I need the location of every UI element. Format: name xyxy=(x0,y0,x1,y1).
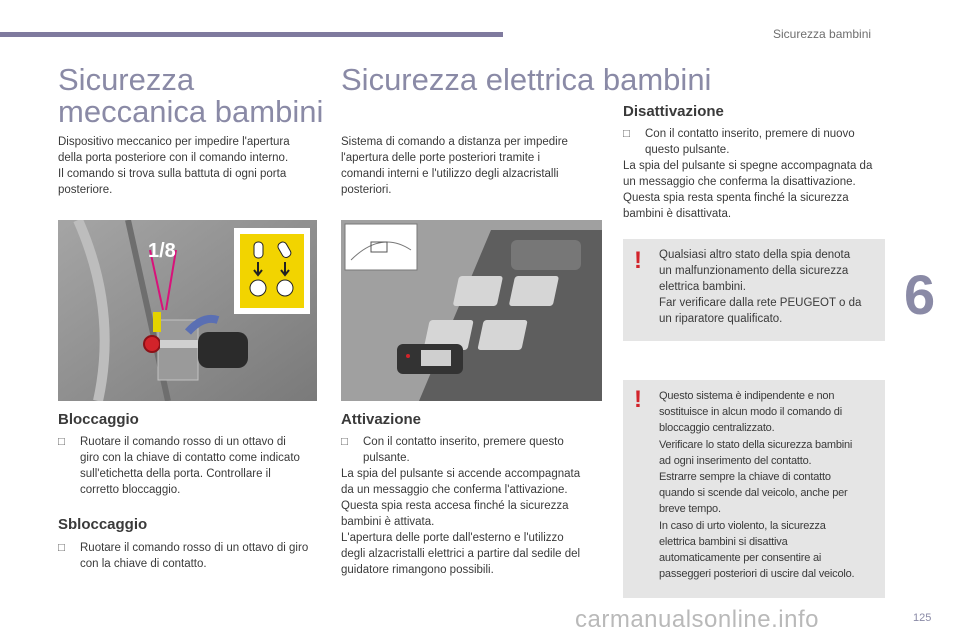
warning-line: In caso di urto violento, la sicurezza xyxy=(659,519,826,532)
bullet-line: pulsante. xyxy=(363,452,410,464)
warning-line: ad ogni inserimento del contatto. xyxy=(659,454,812,467)
intro-line: comandi interni e l'utilizzo degli alzacristalli xyxy=(341,168,559,180)
warning-line: automaticamente per consentire ai xyxy=(659,552,822,565)
intro-line: della porta posteriore con il comando interno. xyxy=(58,152,289,164)
electric-intro xyxy=(341,134,611,198)
warning-text-1 xyxy=(659,247,881,327)
activation-heading: Attivazione xyxy=(341,411,422,428)
intro-line: posteriore. xyxy=(58,184,113,196)
intro-line: posteriori. xyxy=(341,184,392,196)
intro-line: Dispositivo meccanico per impedire l'apertura xyxy=(58,136,290,148)
lock-bullet xyxy=(58,434,342,498)
warning-line: Qualsiasi altro stato della spia denota xyxy=(659,249,851,261)
warning-icon: ! xyxy=(634,247,642,274)
section-name: Sicurezza bambini xyxy=(773,27,872,41)
activation-text xyxy=(341,466,613,578)
text-line: La spia del pulsante si accende accompagnata xyxy=(341,468,581,480)
warning-note-1 xyxy=(623,239,885,341)
warning-line: bloccaggio centralizzato. xyxy=(659,422,775,435)
warning-line: Questo sistema è indipendente e non xyxy=(659,390,835,402)
unlock-heading: Sbloccaggio xyxy=(58,516,148,533)
warning-line: Far verificare dalla rete PEUGEOT o da xyxy=(659,297,862,309)
text-line: bambini è attivata. xyxy=(341,516,435,528)
deactivation-heading: Disattivazione xyxy=(623,103,724,120)
text-line: un messaggio che conferma la disattivazione. xyxy=(623,176,856,188)
page-number: 125 xyxy=(913,612,932,624)
warning-text-2 xyxy=(659,388,883,582)
bullet-line: sull'etichetta della porta. Controllare il xyxy=(80,468,271,480)
text-line: da un messaggio che conferma l'attivazione. xyxy=(341,484,568,496)
warning-line: un riparatore qualificato. xyxy=(659,313,783,325)
intro-line: Il comando si trova sulla battuta di ogni porta xyxy=(58,168,287,180)
header-bar xyxy=(0,32,503,37)
text-line: L'apertura delle porte dall'esterno e l'utilizzo xyxy=(341,532,564,544)
text-line: guidatore rimangono possibili. xyxy=(341,564,494,576)
text-line: Questa spia resta spenta finché la sicurezza xyxy=(623,192,849,204)
warning-line: un malfunzionamento della sicurezza xyxy=(659,265,849,277)
intro-line: l'apertura delle porte posteriori tramite i xyxy=(341,152,541,164)
warning-line: breve tempo. xyxy=(659,503,721,516)
text-line: La spia del pulsante si spegne accompagnata da xyxy=(623,160,873,172)
warning-line: sostituisce in alcun modo il comando di xyxy=(659,406,842,419)
text-line: bambini è disattivata. xyxy=(623,208,732,220)
bullet-line: Ruotare il comando rosso di un ottavo di giro xyxy=(80,542,309,554)
bullet-line: Con il contatto inserito, premere di nuovo xyxy=(645,128,855,140)
lock-heading: Bloccaggio xyxy=(58,411,139,428)
bullet-icon: □ xyxy=(58,542,65,554)
eighth-turn-label: 1/8 xyxy=(148,240,176,262)
warning-line: Verificare lo stato della sicurezza bambini xyxy=(659,438,853,451)
title-mechanical-line2: meccanica bambini xyxy=(58,94,324,129)
bullet-line: giro con la chiave di contatto come indicato xyxy=(80,452,300,464)
bullet-line: Ruotare il comando rosso di un ottavo di xyxy=(80,436,286,448)
deactivation-bullet xyxy=(623,126,907,158)
bullet-icon: □ xyxy=(58,436,65,448)
intro-line: Sistema di comando a distanza per impedire xyxy=(341,136,568,148)
bullet-line: con la chiave di contatto. xyxy=(80,558,207,570)
watermark: carmanualsonline.info xyxy=(575,606,819,633)
window-switch-photo xyxy=(341,220,602,401)
door-lock-illustration xyxy=(58,220,317,401)
warning-line: passeggeri posteriori di uscire dal veicolo. xyxy=(659,568,855,581)
bullet-icon: □ xyxy=(341,436,348,448)
activation-bullet xyxy=(341,434,625,466)
warning-line: elettrica bambini. xyxy=(659,281,746,293)
deactivation-text xyxy=(623,158,895,222)
window-switch-illustration xyxy=(341,220,602,401)
warning-line: elettrica bambini si disattiva xyxy=(659,535,788,548)
bullet-line: corretto bloccaggio. xyxy=(80,484,181,496)
text-line: degli alzacristalli elettrici a partire dal sedile del xyxy=(341,548,581,560)
unlock-bullet xyxy=(58,540,342,572)
title-mechanical-line1: Sicurezza xyxy=(58,62,195,97)
title-electric: Sicurezza elettrica bambini xyxy=(341,62,712,97)
warning-icon: ! xyxy=(634,386,642,413)
bullet-icon: □ xyxy=(623,128,630,140)
bullet-line: questo pulsante. xyxy=(645,144,730,156)
mechanical-intro xyxy=(58,134,328,198)
warning-line: Estrarre sempre la chiave di contatto xyxy=(659,471,831,484)
text-line: Questa spia resta accesa finché la sicurezza xyxy=(341,500,569,512)
chapter-number: 6 xyxy=(904,263,936,326)
title-mechanical xyxy=(58,64,328,128)
warning-note-2 xyxy=(623,380,885,598)
bullet-line: Con il contatto inserito, premere questo xyxy=(363,436,564,448)
door-lock-photo xyxy=(58,220,317,401)
warning-line: quando si scende dal veicolo, anche per xyxy=(659,487,848,500)
